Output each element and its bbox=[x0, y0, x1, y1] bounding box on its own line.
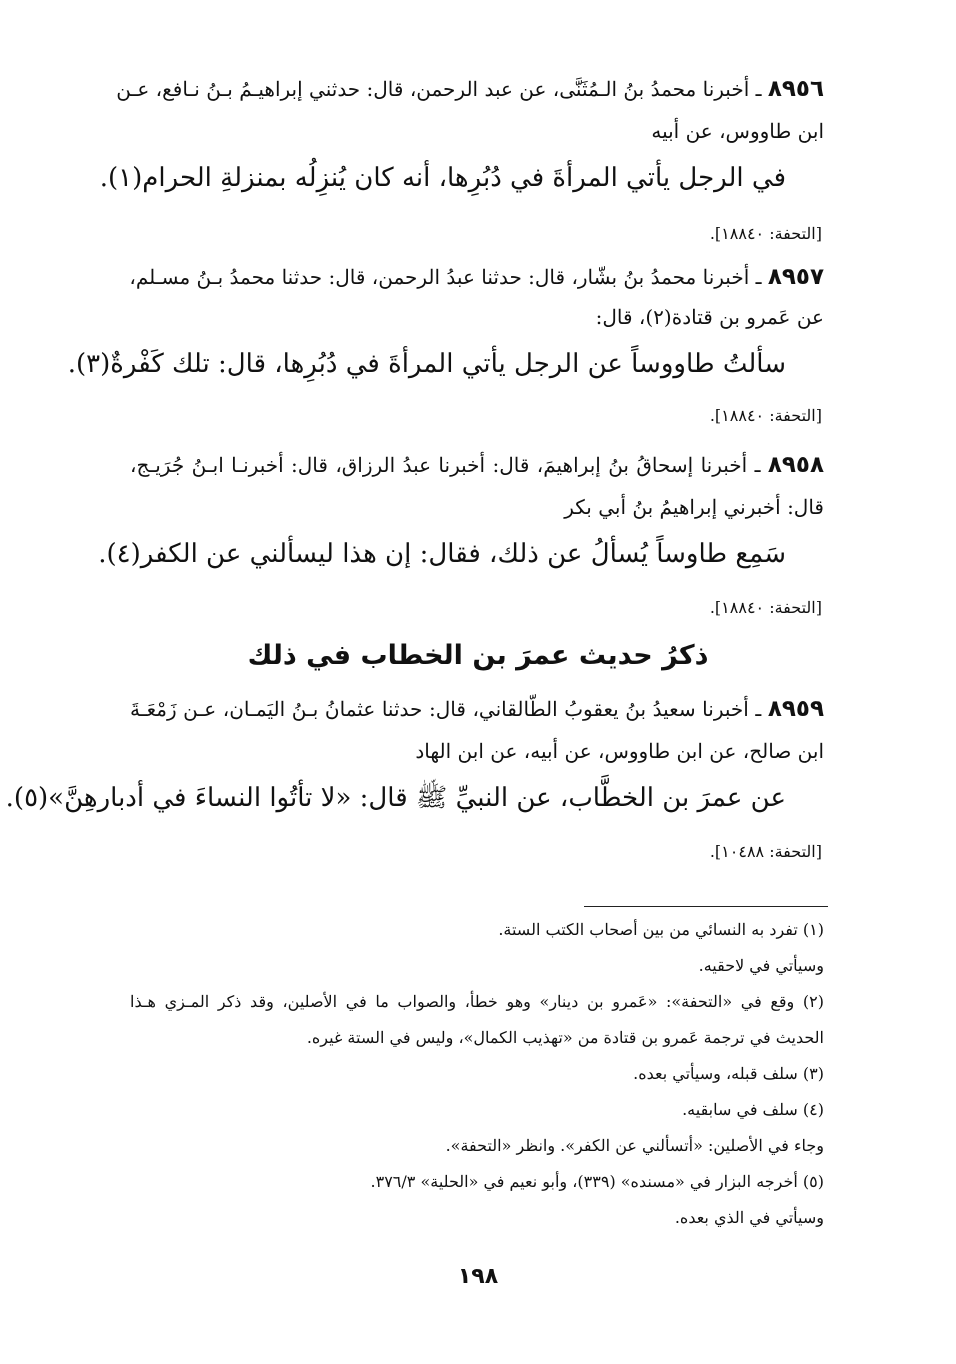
hadith-8959-isnad-line1: ٨٩٥٩ ـ أخبرنا سعيدُ بنُ يعقوبُ الطّالقاني، قال: حدثنا عثمانُ بـنُ اليَمـان، عـن زَمْعَـةَ bbox=[130, 696, 824, 722]
hadith-number: ٨٩٥٨ bbox=[767, 452, 824, 478]
page-number: ١٩٨ bbox=[457, 1264, 499, 1289]
footnote-5: (٥) أخرجه البزار في «مسنده» (٣٣٩)، وأبو نعيم في «الحلية» ٣٧٦/٣. bbox=[370, 1172, 824, 1191]
footnote-2: (٢) وقع في «التحفة»: «عَمرو بن دينار» وهو خطأ، والصواب ما في الأصلين، وقد ذكر المـزي هـذا bbox=[130, 992, 824, 1011]
footnote-1: (١) تفرد به النسائي من بين أصحاب الكتب الستة. bbox=[498, 920, 824, 939]
hadith-number: ٨٩٥٧ bbox=[767, 264, 824, 290]
footnote-separator bbox=[584, 906, 828, 907]
hadith-8957-matn: سألتُ طاووساً عن الرجل يأتي المرأةَ في دُبُرِها، قال: تلك كَفْرةٌ(٣). bbox=[67, 349, 786, 379]
hadith-8959-isnad-line2: ابن صالح، عن ابن طاووس، عن أبيه، عن ابن الهاد bbox=[415, 739, 824, 763]
hadith-8958-isnad-line2: قال: أخبرني إبراهيمُ بنُ أبي بكر bbox=[564, 495, 824, 519]
footnote-2-continuation: الحديث في ترجمة عَمرو بن قتادة من «تهذيب الكمال»، وليس في الستة غيره. bbox=[306, 1028, 824, 1047]
footnote-1-continuation: وسيأتي في لاحقيه. bbox=[698, 956, 824, 975]
hadith-8958-tuhfa-reference: [التحفة: ١٨٨٤٠]. bbox=[709, 598, 822, 617]
hadith-8956-isnad-line2: ابن طاووس، عن أبيه bbox=[651, 119, 824, 143]
hadith-8958-isnad-line1: ٨٩٥٨ ـ أخبرنا إسحاقُ بنُ إبراهيمَ، قال: أخبرنا عبدُ الرزاق، قال: أخبرنـا ابـنُ جُرَيـج، bbox=[130, 452, 824, 478]
footnote-4-continuation: وجاء في الأصلين: «أتسألني عن الكفر». وانظر «التحفة». bbox=[445, 1136, 824, 1155]
hadith-8956-isnad-line1: ٨٩٥٦ ـ أخبرنا محمدُ بنُ الـمُثَنَّى، عن عبد الرحمن، قال: حدثني إبراهيـمُ بـنُ نـافع، عـن bbox=[116, 76, 824, 102]
hadith-8958-matn: سَمِع طاوساً يُسألُ عن ذلك، فقال: إن هذا ليسألني عن الكفر(٤). bbox=[98, 539, 786, 569]
footnote-3: (٣) سلف قبله، وسيأتي بعده. bbox=[633, 1064, 824, 1083]
hadith-number: ٨٩٥٩ bbox=[767, 696, 824, 722]
hadith-8956-tuhfa-reference: [التحفة: ١٨٨٤٠]. bbox=[709, 224, 822, 243]
footnote-4: (٤) سلف في سابقيه. bbox=[682, 1100, 824, 1119]
hadith-8959-matn: عن عمرَ بن الخطَّاب، عن النبيِّ ﷺ قال: «لا تأتُوا النساءَ في أدبارهِنَّ»(٥). bbox=[5, 783, 786, 813]
hadith-8957-isnad-line1: ٨٩٥٧ ـ أخبرنا محمدُ بنُ بشّار، قال: حدثنا عبدُ الرحمن، قال: حدثنا محمدُ بـنُ مسـلم، bbox=[129, 264, 824, 290]
hadith-8957-isnad-line2: عن عَمرو بن قتادة(٢)، قال: bbox=[595, 305, 824, 329]
footnote-5-continuation: وسيأتي في الذي بعده. bbox=[674, 1208, 824, 1227]
hadith-8956-matn: في الرجل يأتي المرأةَ في دُبُرِها، أنه كان يُنزِلُه بمنزلةِ الحرام(١). bbox=[99, 163, 786, 193]
hadith-8959-tuhfa-reference: [التحفة: ١٠٤٨٨]. bbox=[709, 842, 822, 861]
hadith-number: ٨٩٥٦ bbox=[767, 76, 824, 102]
section-heading: ذكرُ حديث عمرَ بن الخطاب في ذلك bbox=[247, 640, 709, 671]
hadith-8957-tuhfa-reference: [التحفة: ١٨٨٤٠]. bbox=[709, 406, 822, 425]
